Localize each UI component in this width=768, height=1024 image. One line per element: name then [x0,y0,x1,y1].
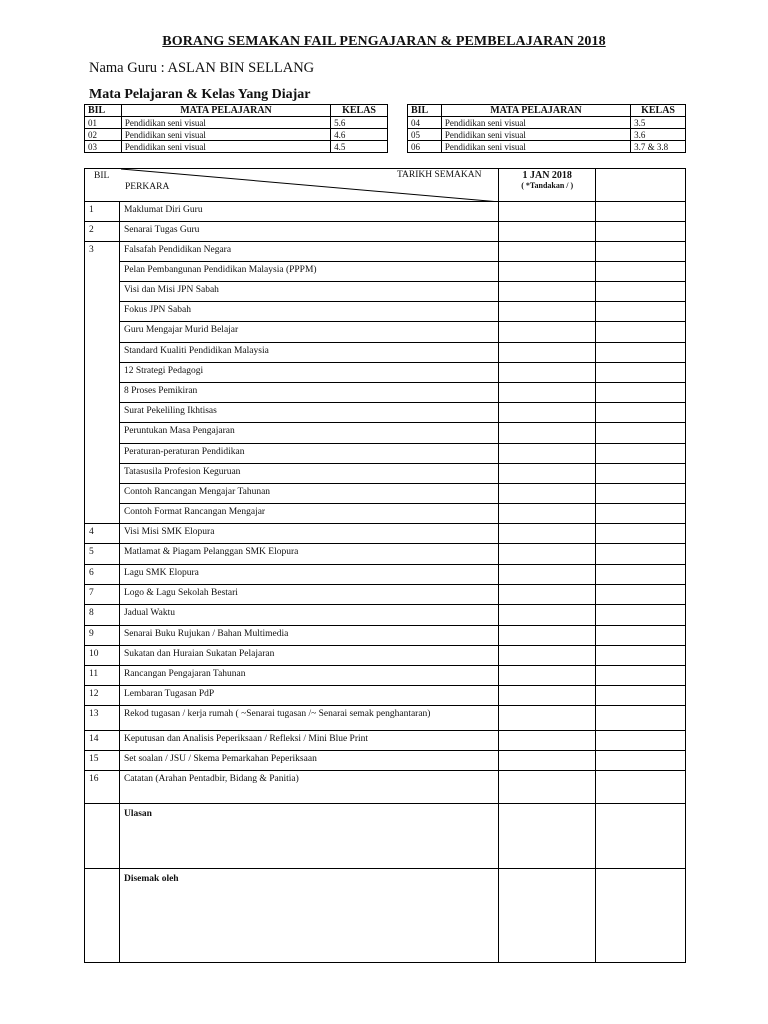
subject-bil: 05 [408,129,442,141]
row-extra-cell[interactable] [596,686,686,706]
row-check-cell[interactable] [499,585,596,605]
row-bil: 13 [85,706,120,731]
row-check-cell[interactable] [499,565,596,585]
row-extra-cell[interactable] [596,343,686,363]
row-bil: 16 [85,771,120,804]
subject-class: 5.6 [331,117,388,129]
subject-row [85,117,388,129]
row-check-cell[interactable] [499,383,596,403]
row-bil [85,302,120,322]
row-extra-cell[interactable] [596,383,686,403]
row-check-cell[interactable] [499,322,596,343]
checklist-header-row [85,169,686,202]
row-extra-cell[interactable] [596,222,686,242]
row-item: Guru Mengajar Murid Belajar [119,322,498,343]
checklist-row [85,731,686,751]
checklist-row [85,383,686,403]
row-check-cell[interactable] [499,343,596,363]
row-check-cell[interactable] [499,544,596,565]
row-check-cell[interactable] [499,666,596,686]
checklist-row [85,322,686,343]
row-bil: 11 [85,666,120,686]
row-bil [85,484,120,504]
checklist-row [85,444,686,464]
checklist-row [85,484,686,504]
row-extra-cell[interactable] [596,403,686,423]
subject-row [85,129,388,141]
ulasan-entry-cell[interactable] [499,804,596,869]
checklist-row [85,565,686,585]
row-extra-cell[interactable] [596,731,686,751]
row-extra-cell[interactable] [596,484,686,504]
row-item: Keputusan dan Analisis Peperiksaan / Refleksi / Mini Blue Print [119,731,498,751]
row-extra-cell[interactable] [596,504,686,524]
row-item: Pelan Pembangunan Pendidikan Malaysia (PPPM) [119,262,498,282]
checklist-row [85,771,686,804]
checklist-table [84,168,686,963]
subject-row [85,141,388,153]
row-extra-cell[interactable] [596,322,686,343]
row-extra-cell[interactable] [596,706,686,731]
row-extra-cell[interactable] [596,282,686,302]
row-item: Tatasusila Profesion Keguruan [119,464,498,484]
subject-class: 3.6 [631,129,686,141]
row-item: Set soalan / JSU / Skema Pemarkahan Peperiksaan [119,751,498,771]
row-extra-cell[interactable] [596,626,686,646]
header-bil: BIL [94,171,110,181]
subject-name: Pendidikan seni visual [441,141,630,153]
subjects-heading: Mata Pelajaran & Kelas Yang Diajar [89,87,311,102]
row-check-cell[interactable] [499,262,596,282]
row-bil [85,403,120,423]
row-item: Contoh Format Rancangan Mengajar [119,504,498,524]
row-extra-cell[interactable] [596,464,686,484]
col-header-bil: BIL [85,105,122,117]
row-check-cell[interactable] [499,686,596,706]
row-extra-cell[interactable] [596,666,686,686]
subject-name: Pendidikan seni visual [121,141,330,153]
row-item: Jadual Waktu [119,605,498,626]
subject-name: Pendidikan seni visual [121,117,330,129]
row-bil [85,343,120,363]
subject-row [408,141,686,153]
checklist-row [85,646,686,666]
row-extra-cell[interactable] [596,544,686,565]
row-extra-cell[interactable] [596,302,686,322]
row-check-cell[interactable] [499,626,596,646]
col-header-bil: BIL [408,105,442,117]
row-extra-cell[interactable] [596,423,686,444]
row-check-cell[interactable] [499,423,596,444]
disemak-row [85,869,686,963]
row-check-cell[interactable] [499,403,596,423]
col-header-class: KELAS [331,105,388,117]
col-header-class: KELAS [631,105,686,117]
row-item: Senarai Buku Rujukan / Bahan Multimedia [119,626,498,646]
row-item: Catatan (Arahan Pentadbir, Bidang & Panitia) [119,771,498,804]
row-check-cell[interactable] [499,751,596,771]
row-item: Peraturan-peraturan Pendidikan [119,444,498,464]
header-extra-cell [596,169,686,202]
checklist-row [85,423,686,444]
row-item: Logo & Lagu Sekolah Bestari [119,585,498,605]
checklist-row [85,666,686,686]
row-extra-cell[interactable] [596,771,686,804]
checklist-row [85,686,686,706]
checklist-row [85,626,686,646]
teacher-name: Nama Guru : ASLAN BIN SELLANG [89,60,315,76]
row-bil [85,262,120,282]
row-check-cell[interactable] [499,646,596,666]
checklist-row [85,706,686,731]
row-bil: 15 [85,751,120,771]
row-extra-cell[interactable] [596,202,686,222]
ulasan-bil-cell [85,804,120,869]
row-item: Maklumat Diri Guru [119,202,498,222]
row-item: Lembaran Tugasan PdP [119,686,498,706]
subjects-table-left [84,104,388,153]
subject-class: 4.5 [331,141,388,153]
row-bil: 3 [85,242,120,262]
row-item: Peruntukan Masa Pengajaran [119,423,498,444]
row-check-cell[interactable] [499,363,596,383]
checklist-row [85,524,686,544]
row-bil [85,383,120,403]
checklist-row [85,585,686,605]
row-bil [85,423,120,444]
subject-bil: 02 [85,129,122,141]
disemak-extra-cell[interactable] [596,869,686,963]
subject-name: Pendidikan seni visual [441,117,630,129]
form-title: BORANG SEMAKAN FAIL PENGAJARAN & PEMBELAJARAN 2018 [162,34,606,49]
row-check-cell[interactable] [499,771,596,804]
row-bil: 7 [85,585,120,605]
header-bil-perkara-cell [85,169,499,202]
header-date-note: ( *Tandakan / ) [521,181,574,190]
row-item: Matlamat & Piagam Pelanggan SMK Elopura [119,544,498,565]
disemak-label: Disemak oleh [119,869,498,963]
row-extra-cell[interactable] [596,524,686,544]
row-item: Fokus JPN Sabah [119,302,498,322]
row-bil [85,282,120,302]
row-bil [85,363,120,383]
row-check-cell[interactable] [499,242,596,262]
header-date-cell [499,169,596,202]
col-header-subject: MATA PELAJARAN [121,105,330,117]
row-bil: 4 [85,524,120,544]
row-check-cell[interactable] [499,706,596,731]
header-tarikh: TARIKH SEMAKAN [397,170,482,180]
checklist-row [85,605,686,626]
ulasan-label: Ulasan [119,804,498,869]
row-item: Senarai Tugas Guru [119,222,498,242]
row-extra-cell[interactable] [596,585,686,605]
row-extra-cell[interactable] [596,242,686,262]
row-item: Surat Pekeliling Ikhtisas [119,403,498,423]
subject-bil: 06 [408,141,442,153]
row-bil: 14 [85,731,120,751]
subject-row [408,117,686,129]
checklist-row [85,504,686,524]
row-bil: 8 [85,605,120,626]
checklist-row [85,544,686,565]
subject-class: 3.5 [631,117,686,129]
ulasan-extra-cell[interactable] [596,804,686,869]
subject-bil: 04 [408,117,442,129]
row-bil: 6 [85,565,120,585]
row-item: 8 Proses Pemikiran [119,383,498,403]
row-extra-cell[interactable] [596,565,686,585]
subject-class: 4.6 [331,129,388,141]
checklist-row [85,222,686,242]
row-bil [85,444,120,464]
subject-class: 3.7 & 3.8 [631,141,686,153]
row-check-cell[interactable] [499,464,596,484]
row-item: Visi dan Misi JPN Sabah [119,282,498,302]
checklist-row [85,751,686,771]
checklist-row [85,242,686,262]
row-check-cell[interactable] [499,444,596,464]
row-check-cell[interactable] [499,282,596,302]
row-bil [85,504,120,524]
row-extra-cell[interactable] [596,605,686,626]
row-check-cell[interactable] [499,524,596,544]
header-date: 1 JAN 2018 [522,170,572,181]
checklist-row [85,343,686,363]
row-item: Contoh Rancangan Mengajar Tahunan [119,484,498,504]
row-bil [85,464,120,484]
subject-row [408,129,686,141]
header-perkara: PERKARA [125,182,170,192]
row-bil: 12 [85,686,120,706]
row-item: Falsafah Pendidikan Negara [119,242,498,262]
subject-name: Pendidikan seni visual [441,129,630,141]
checklist-row [85,302,686,322]
row-bil: 5 [85,544,120,565]
row-check-cell[interactable] [499,202,596,222]
row-item: Lagu SMK Elopura [119,565,498,585]
row-bil: 9 [85,626,120,646]
row-check-cell[interactable] [499,222,596,242]
row-bil [85,322,120,343]
disemak-entry-cell[interactable] [499,869,596,963]
row-item: Rancangan Pengajaran Tahunan [119,666,498,686]
row-bil: 2 [85,222,120,242]
row-check-cell[interactable] [499,731,596,751]
row-extra-cell[interactable] [596,751,686,771]
row-check-cell[interactable] [499,302,596,322]
subjects-table-right [407,104,686,153]
col-header-subject: MATA PELAJARAN [441,105,630,117]
row-bil: 10 [85,646,120,666]
checklist-row [85,363,686,383]
row-item: 12 Strategi Pedagogi [119,363,498,383]
checklist-row [85,262,686,282]
checklist-row [85,202,686,222]
row-check-cell[interactable] [499,504,596,524]
checklist-row [85,282,686,302]
row-check-cell[interactable] [499,484,596,504]
subject-bil: 01 [85,117,122,129]
row-item: Standard Kualiti Pendidikan Malaysia [119,343,498,363]
checklist-row [85,403,686,423]
row-extra-cell[interactable] [596,444,686,464]
row-item: Rekod tugasan / kerja rumah ( ~Senarai tugasan /~ Senarai semak penghantaran) [119,706,498,731]
subject-name: Pendidikan seni visual [121,129,330,141]
row-check-cell[interactable] [499,605,596,626]
row-item: Visi Misi SMK Elopura [119,524,498,544]
ulasan-row [85,804,686,869]
row-extra-cell[interactable] [596,262,686,282]
row-extra-cell[interactable] [596,646,686,666]
row-item: Sukatan dan Huraian Sukatan Pelajaran [119,646,498,666]
disemak-bil-cell [85,869,120,963]
subject-bil: 03 [85,141,122,153]
row-bil: 1 [85,202,120,222]
row-extra-cell[interactable] [596,363,686,383]
checklist-row [85,464,686,484]
